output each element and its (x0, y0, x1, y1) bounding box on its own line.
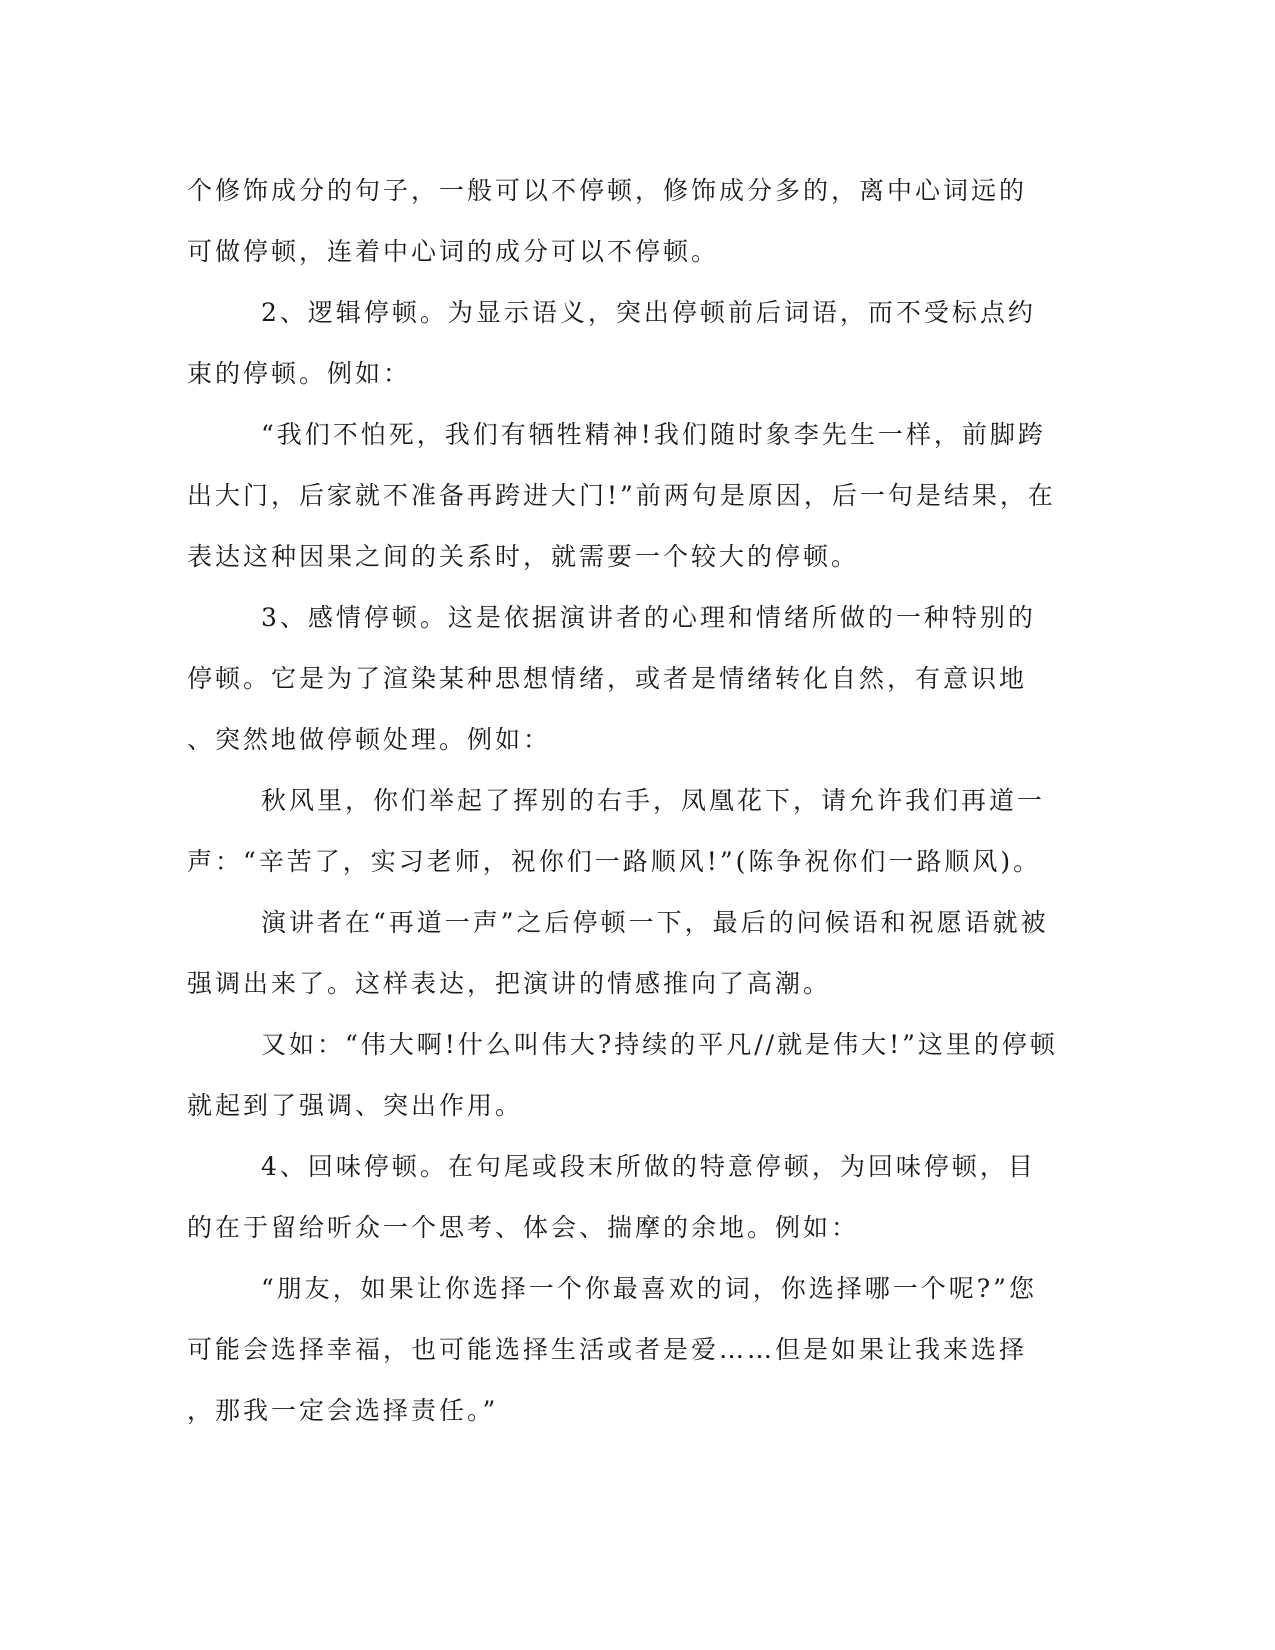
text-line: 又如：“伟大啊!什么叫伟大?持续的平凡//就是伟大!”这里的停顿 (261, 1030, 1058, 1059)
text-line: “我们不怕死，我们有牺牲精神!我们随时象李先生一样，前脚跨 (261, 420, 1046, 449)
text-line: 个修饰成分的句子，一般可以不停顿，修饰成分多的，离中心词远的 (187, 176, 1028, 205)
text-line: 3、感情停顿。这是依据演讲者的心理和情绪所做的一种特别的 (261, 603, 1036, 632)
text-line: 、突然地做停顿处理。例如： (187, 725, 552, 754)
text-line: ，那我一定会选择责任。” (187, 1396, 499, 1425)
document-body (187, 160, 1077, 1441)
text-line: 停顿。它是为了渲染某种思想情绪，或者是情绪转化自然，有意识地 (187, 664, 1028, 693)
text-line: 演讲者在“再道一声”之后停顿一下，最后的问候语和祝愿语就被 (261, 908, 1049, 937)
text-line: 的在于留给听众一个思考、体会、揣摩的余地。例如： (187, 1213, 860, 1242)
text-line: 就起到了强调、突出作用。 (187, 1091, 524, 1120)
text-line: 秋风里，你们举起了挥别的右手，凤凰花下，请允许我们再道一 (261, 786, 1046, 815)
text-line: 强调出来了。这样表达，把演讲的情感推向了高潮。 (187, 969, 832, 998)
text-line: 束的停顿。例如： (187, 359, 412, 388)
text-line: 声：“辛苦了，实习老师，祝你们一路顺风!”(陈争祝你们一路顺风)。 (187, 847, 1042, 876)
text-line: 出大门，后家就不准备再跨进大门!”前两句是原因，后一句是结果，在 (187, 481, 1056, 510)
text-line: 4、回味停顿。在句尾或段末所做的特意停顿，为回味停顿，目 (261, 1152, 1036, 1181)
text-line: 表达这种因果之间的关系时，就需要一个较大的停顿。 (187, 542, 860, 571)
text-line: “朋友，如果让你选择一个你最喜欢的词，你选择哪一个呢?”您 (261, 1274, 1037, 1303)
text-line: 2、逻辑停顿。为显示语义，突出停顿前后词语，而不受标点约 (261, 298, 1036, 327)
text-line: 可能会选择幸福，也可能选择生活或者是爱……但是如果让我来选择 (187, 1335, 1028, 1364)
text-line: 可做停顿，连着中心词的成分可以不停顿。 (187, 237, 720, 266)
